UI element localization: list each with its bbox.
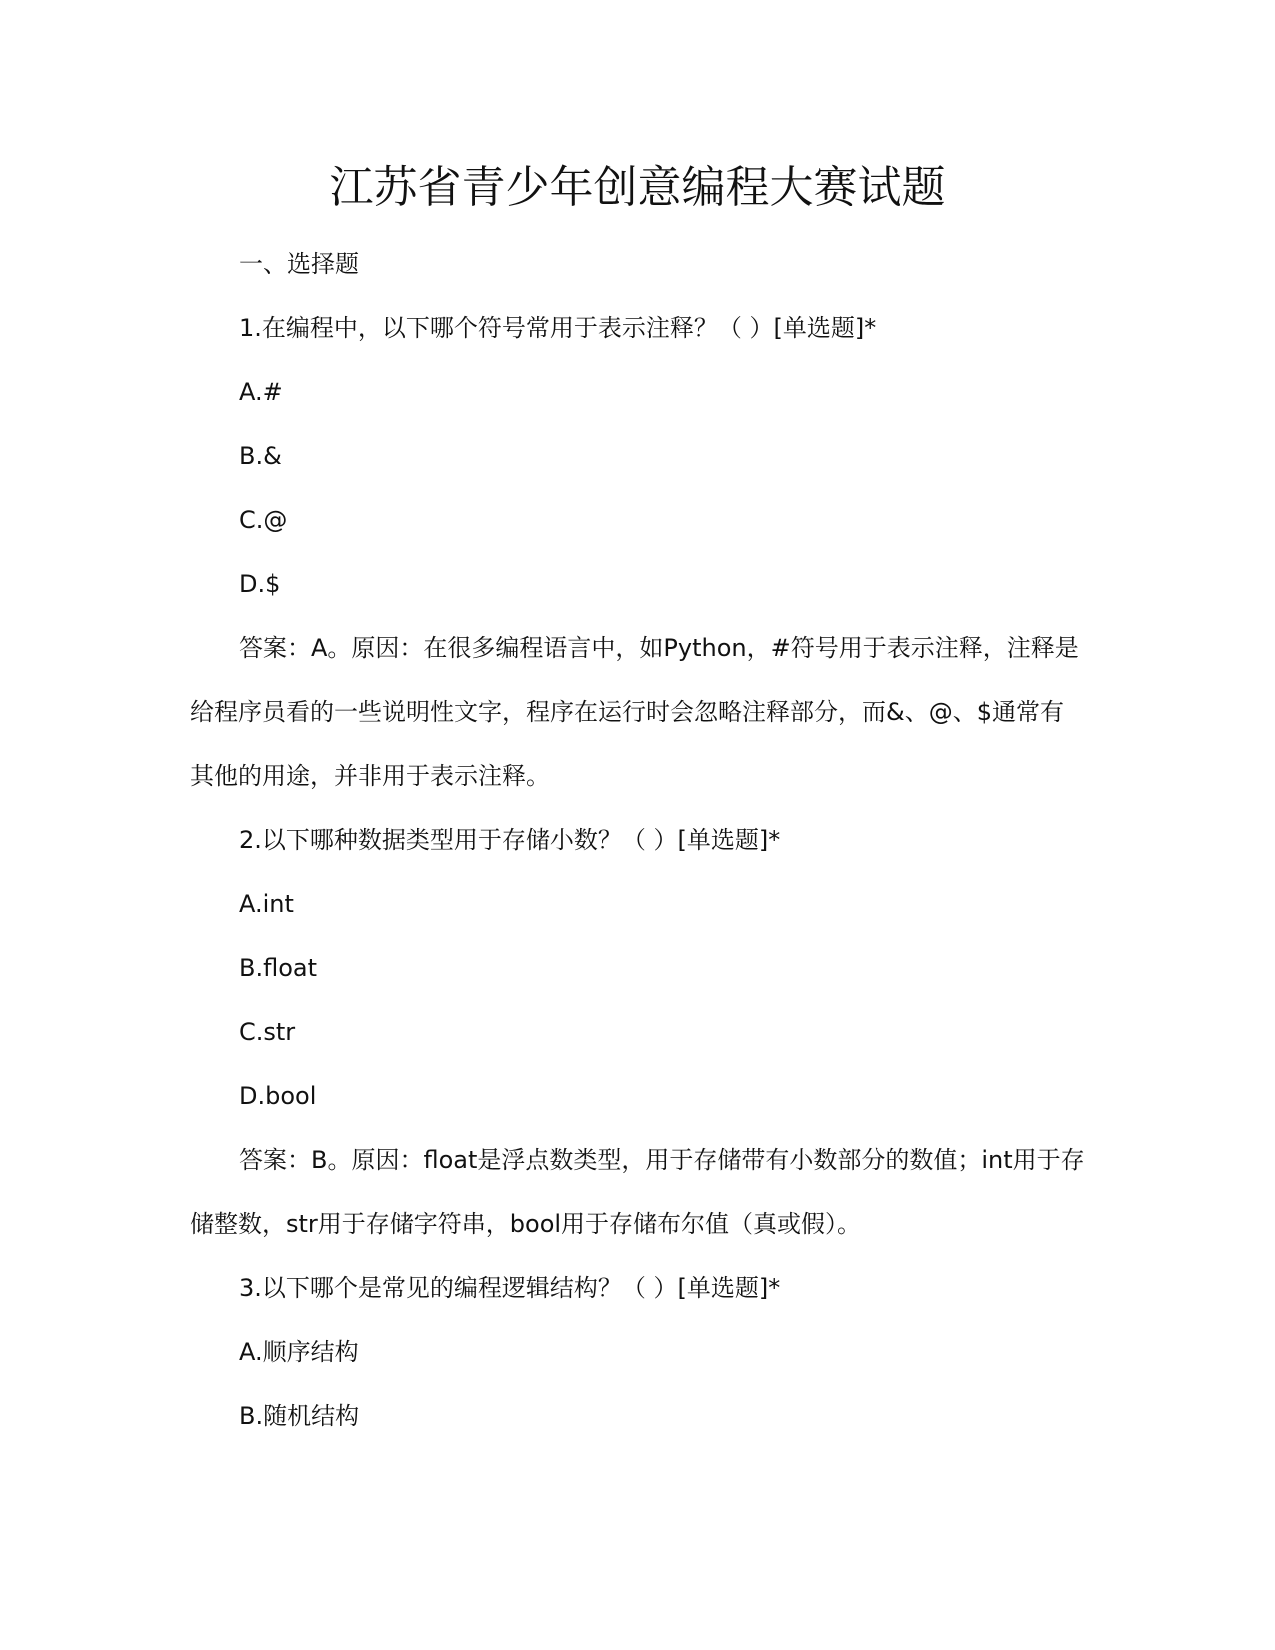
option-a: A.int <box>239 890 294 918</box>
option-a: A.顺序结构 <box>239 1338 359 1366</box>
document-body <box>190 232 1085 1448</box>
question-text: 1.在编程中，以下哪个符号常用于表示注释？（ ）[单选题]* <box>239 314 877 342</box>
document-title: 江苏省青少年创意编程大赛试题 <box>329 162 946 213</box>
answer-explanation: 答案：B。原因：float是浮点数类型，用于存储带有小数部分的数值；int用于存储整数，str用于存储字符串，bool用于存储布尔值（真或假）。 <box>190 1146 1085 1238</box>
option-b: B.float <box>239 954 318 982</box>
option-d: D.bool <box>239 1082 317 1110</box>
option-c: C.@ <box>239 506 288 534</box>
question-text: 2.以下哪种数据类型用于存储小数？（ ）[单选题]* <box>239 826 781 854</box>
option-a: A.# <box>239 378 283 406</box>
option-c: C.str <box>239 1018 296 1046</box>
option-b: B.随机结构 <box>239 1402 360 1430</box>
section-heading: 一、选择题 <box>239 250 359 278</box>
answer-explanation: 答案：A。原因：在很多编程语言中，如Python，#符号用于表示注释，注释是给程序员看的一些说明性文字，程序在运行时会忽略注释部分，而&、@、$通常有其他的用途，并非用于表示注释。 <box>190 634 1079 790</box>
option-d: D.$ <box>239 570 281 598</box>
question-text: 3.以下哪个是常见的编程逻辑结构？（ ）[单选题]* <box>239 1274 781 1302</box>
option-b: B.& <box>239 442 282 470</box>
